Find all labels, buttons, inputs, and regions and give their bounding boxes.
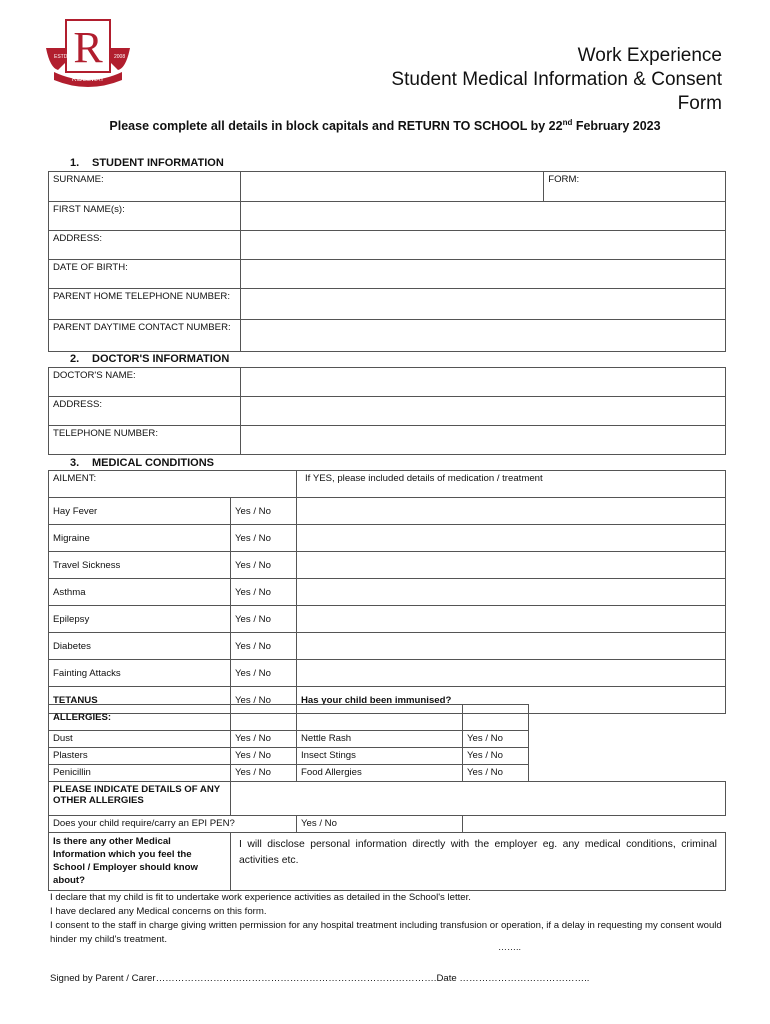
- allergies-header-cell: [231, 705, 297, 731]
- school-crest-logo: [44, 18, 132, 90]
- ailment-name: Travel Sickness: [49, 552, 231, 579]
- details-field[interactable]: [297, 498, 726, 525]
- yes-no-option[interactable]: Yes / No: [231, 765, 297, 782]
- home-tel-field[interactable]: [240, 289, 725, 320]
- doctor-info-table: [48, 367, 726, 455]
- allergy-name: Food Allergies: [297, 765, 463, 782]
- doctor-tel-label: TELEPHONE NUMBER:: [49, 426, 241, 455]
- title-line-3: Form: [677, 93, 722, 114]
- details-field[interactable]: [297, 606, 726, 633]
- surname-label: SURNAME:: [49, 172, 241, 202]
- logo-banner: RIDGEWAY: [71, 77, 105, 83]
- instructions: Please complete all details in block capitals and RETURN TO SCHOOL by 22nd February 2023: [109, 118, 661, 134]
- other-info-question: Is there any other Medical Information which you feel the School / Employer should know about?: [49, 833, 231, 891]
- ailment-name: Fainting Attacks: [49, 660, 231, 687]
- first-names-label: FIRST NAME(s):: [49, 202, 241, 231]
- dotted-mark: ……..: [498, 942, 522, 952]
- epipen-question: Does your child require/carry an EPI PEN?: [49, 816, 297, 833]
- details-field[interactable]: [297, 660, 726, 687]
- title-line-1: Work Experience: [577, 45, 722, 66]
- details-field[interactable]: [297, 633, 726, 660]
- first-names-field[interactable]: [240, 202, 725, 231]
- allergy-name: Dust: [49, 731, 231, 748]
- ailment-name: Epilepsy: [49, 606, 231, 633]
- blank-cell: [529, 731, 726, 748]
- blank-cell: [463, 816, 726, 833]
- yes-no-option[interactable]: Yes / No: [231, 633, 297, 660]
- section-1-heading: 1. STUDENT INFORMATION: [70, 157, 224, 169]
- details-header: If YES, please included details of medication / treatment: [297, 471, 726, 498]
- yes-no-option[interactable]: Yes / No: [231, 552, 297, 579]
- immunised-question[interactable]: Has your child been immunised?: [297, 687, 726, 714]
- other-allergies-label: PLEASE INDICATE DETAILS OF ANY OTHER ALLERGIES: [49, 782, 231, 816]
- epipen-yes-no[interactable]: Yes / No: [297, 816, 463, 833]
- allergies-header-cell: [297, 705, 463, 731]
- yes-no-option[interactable]: Yes / No: [463, 748, 529, 765]
- allergies-header-cell: [463, 705, 529, 731]
- declarations: [50, 891, 730, 947]
- section-3-heading: 3. MEDICAL CONDITIONS: [70, 457, 215, 469]
- doctor-name-field[interactable]: [241, 368, 726, 397]
- declaration-medical: I have declared any Medical concerns on this form.: [50, 906, 267, 917]
- allergy-name: Plasters: [49, 748, 231, 765]
- logo-letter: R: [73, 23, 103, 72]
- address-label: ADDRESS:: [49, 231, 241, 260]
- details-field[interactable]: [297, 579, 726, 606]
- yes-no-option[interactable]: Yes / No: [231, 606, 297, 633]
- form-title: [282, 44, 722, 116]
- allergies-table: [48, 704, 726, 891]
- student-info-table: [48, 171, 726, 352]
- daytime-contact-field[interactable]: [240, 320, 725, 352]
- blank-cell: [529, 748, 726, 765]
- allergy-name: Nettle Rash: [297, 731, 463, 748]
- blank-cell: [529, 705, 726, 731]
- doctor-tel-field[interactable]: [241, 426, 726, 455]
- yes-no-option[interactable]: Yes / No: [231, 579, 297, 606]
- declaration-fit: I declare that my child is fit to undertake work experience activities as detailed in the School's letter.: [50, 892, 471, 903]
- dob-label: DATE OF BIRTH:: [49, 260, 241, 289]
- allergies-label: ALLERGIES:: [49, 705, 231, 731]
- ailment-name: Migraine: [49, 525, 231, 552]
- allergy-name: Penicillin: [49, 765, 231, 782]
- form-field[interactable]: FORM:: [544, 172, 726, 202]
- logo-est: ESTD: [54, 54, 68, 60]
- ailment-name: Diabetes: [49, 633, 231, 660]
- yes-no-option[interactable]: Yes / No: [231, 748, 297, 765]
- logo-year: 2008: [114, 54, 126, 60]
- tetanus-label: TETANUS: [49, 687, 231, 714]
- yes-no-option[interactable]: Yes / No: [463, 731, 529, 748]
- blank-cell: [529, 765, 726, 782]
- address-field[interactable]: [240, 231, 725, 260]
- tetanus-yes-no[interactable]: Yes / No: [231, 687, 297, 714]
- section-2-heading: 2. DOCTOR'S INFORMATION: [70, 353, 230, 365]
- allergy-name: Insect Stings: [297, 748, 463, 765]
- details-field[interactable]: [297, 552, 726, 579]
- details-field[interactable]: [297, 525, 726, 552]
- doctor-address-field[interactable]: [241, 397, 726, 426]
- medical-conditions-table: [48, 470, 726, 714]
- ailment-header: AILMENT:: [49, 471, 297, 498]
- disclosure-statement[interactable]: I will disclose personal information directly with the employer eg. any medical conditions, criminal activities etc.: [231, 833, 726, 891]
- home-tel-label: PARENT HOME TELEPHONE NUMBER:: [49, 289, 241, 320]
- yes-no-option[interactable]: Yes / No: [231, 498, 297, 525]
- yes-no-option[interactable]: Yes / No: [231, 731, 297, 748]
- dob-field[interactable]: [240, 260, 725, 289]
- ailment-name: Hay Fever: [49, 498, 231, 525]
- yes-no-option[interactable]: Yes / No: [231, 660, 297, 687]
- yes-no-option[interactable]: Yes / No: [463, 765, 529, 782]
- surname-field[interactable]: [240, 172, 543, 202]
- title-line-2: Student Medical Information & Consent: [391, 69, 722, 90]
- doctor-address-label: ADDRESS:: [49, 397, 241, 426]
- doctor-name-label: DOCTOR'S NAME:: [49, 368, 241, 397]
- ailment-name: Asthma: [49, 579, 231, 606]
- signature-line[interactable]: Signed by Parent / Carer…………………………………………………………………………….Date …………………………………..: [50, 973, 590, 984]
- yes-no-option[interactable]: Yes / No: [231, 525, 297, 552]
- daytime-contact-label: PARENT DAYTIME CONTACT NUMBER:: [49, 320, 241, 352]
- other-allergies-field[interactable]: [231, 782, 726, 816]
- declaration-consent: I consent to the staff in charge giving written permission for any hospital treatment including transfusion or operation, if a delay in requesting my consent would hinder my child's treatment.: [50, 920, 722, 945]
